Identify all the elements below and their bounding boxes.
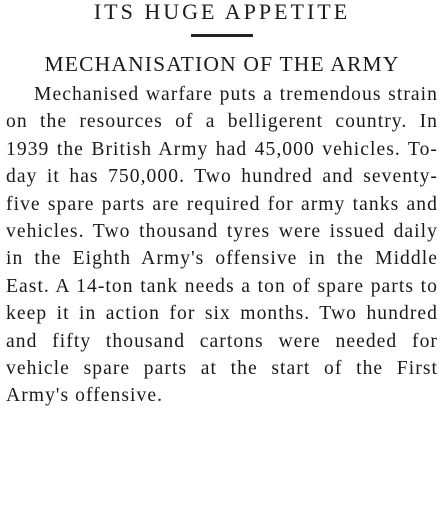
article-body: Mechanised warfare puts a tremendous strain on the resources of a belligerent country. In 1939 the British Army had 45,000 vehicles. To-day it has 750,000. Two hundred and seventy-five spare parts are required for army tanks and vehicles. Two thousand tyres were issued daily in the Eighth Army's offensive in the Middle East. A 14-ton tank needs a ton of spare parts to keep it in action for six months. Two hundred and fifty thousand cartons were needed for vehicle spare parts at the start of the First Army's offensive.	[6, 84, 438, 407]
headline-rule	[191, 34, 253, 37]
headline: ITS HUGE APPETITE	[93, 0, 351, 24]
subheadline: MECHANISATION OF THE ARMY	[44, 52, 400, 76]
